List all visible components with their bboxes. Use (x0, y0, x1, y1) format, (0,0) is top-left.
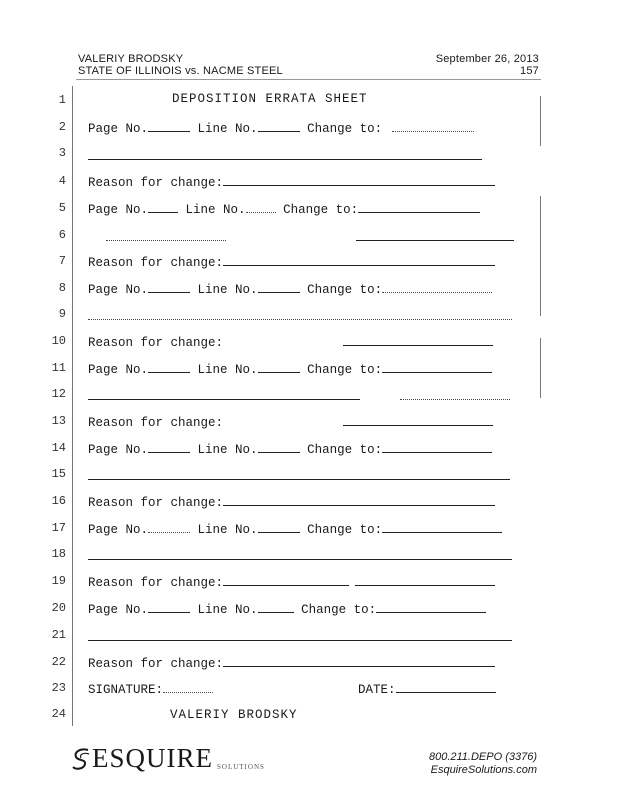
right-margin-line-top (540, 96, 541, 146)
blank-line[interactable] (106, 229, 226, 241)
blank-line[interactable] (360, 148, 482, 160)
line-number: 2 (58, 120, 66, 134)
line-number: 6 (58, 228, 66, 242)
change-to-blank[interactable] (382, 521, 502, 533)
line-no-blank[interactable] (258, 120, 300, 132)
reason-label: Reason for change: (88, 256, 224, 270)
line-number: 17 (51, 521, 66, 535)
change-continuation-row (88, 228, 514, 246)
change-to-label: Change to: (307, 283, 383, 297)
line-number: 18 (51, 547, 66, 561)
page-no-label: Page No. (88, 203, 149, 217)
change-to-blank[interactable] (392, 120, 474, 132)
line-no-blank[interactable] (246, 201, 276, 213)
line-number: 9 (58, 307, 66, 321)
page-no-label: Page No. (88, 443, 149, 457)
line-number: 10 (51, 334, 66, 348)
reason-blank[interactable] (223, 655, 495, 667)
change-to-label: Change to: (307, 523, 383, 537)
page-header-right (436, 53, 539, 77)
line-number: 3 (58, 146, 66, 160)
change-continuation-row (88, 307, 512, 325)
reason-label: Reason for change: (88, 336, 224, 350)
blank-line[interactable] (356, 229, 514, 241)
change-continuation-row (88, 147, 482, 165)
phone-number: 800.211.DEPO (3376) (428, 751, 537, 763)
line-number: 8 (58, 281, 66, 295)
line-number: 14 (51, 441, 66, 455)
change-to-blank[interactable] (358, 201, 480, 213)
reason-row (88, 494, 495, 510)
change-to-label: Change to: (307, 122, 383, 136)
line-number: 12 (51, 387, 66, 401)
right-margin-line-mid (540, 196, 541, 316)
blank-line[interactable] (88, 388, 360, 400)
reason-blank[interactable] (223, 574, 349, 586)
line-no-label: Line No. (197, 283, 258, 297)
change-entry-row (88, 441, 492, 457)
reason-row (88, 655, 495, 671)
reason-blank[interactable] (223, 254, 495, 266)
line-number: 21 (51, 628, 66, 642)
reason-row (88, 174, 495, 190)
reason-blank[interactable] (223, 494, 495, 506)
line-number: 20 (51, 601, 66, 615)
blank-line[interactable] (360, 468, 510, 480)
line-number: 24 (51, 707, 66, 721)
line-number: 13 (51, 414, 66, 428)
change-entry-row (88, 201, 480, 217)
change-entry-row (88, 361, 492, 377)
reason-row (88, 254, 495, 270)
line-no-blank[interactable] (258, 521, 300, 533)
line-no-label: Line No. (197, 122, 258, 136)
page-no-blank[interactable] (148, 201, 178, 213)
reason-label: Reason for change: (88, 657, 224, 671)
line-no-blank[interactable] (258, 281, 300, 293)
change-to-label: Change to: (301, 603, 377, 617)
line-number: 15 (51, 467, 66, 481)
line-no-blank[interactable] (258, 441, 300, 453)
logo-tagline: SOLUTIONS (217, 762, 265, 771)
page-no-blank[interactable] (148, 601, 190, 613)
page-no-label: Page No. (88, 283, 149, 297)
reason-blank[interactable] (343, 334, 493, 346)
page-no-blank[interactable] (148, 120, 190, 132)
witness-name: VALERIY BRODSKY (78, 53, 184, 65)
line-no-blank[interactable] (258, 361, 300, 373)
line-number: 7 (58, 254, 66, 268)
change-entry-row (88, 120, 474, 136)
page-no-blank[interactable] (148, 281, 190, 293)
page-no-label: Page No. (88, 122, 149, 136)
change-to-blank[interactable] (382, 441, 492, 453)
date-label: DATE: (358, 683, 396, 697)
change-entry-row (88, 281, 492, 297)
blank-line[interactable] (88, 148, 360, 160)
reason-label: Reason for change: (88, 576, 224, 590)
reason-blank[interactable] (223, 174, 495, 186)
line-number: 19 (51, 574, 66, 588)
blank-line[interactable] (88, 308, 512, 320)
blank-line[interactable] (88, 548, 512, 560)
reason-label: Reason for change: (88, 416, 224, 430)
signature-label: SIGNATURE: (88, 683, 164, 697)
blank-line[interactable] (400, 388, 510, 400)
signature-row (88, 681, 496, 697)
page-no-blank[interactable] (148, 361, 190, 373)
page-no-label: Page No. (88, 363, 149, 377)
signer-name: VALERIY BRODSKY (170, 708, 298, 722)
page-no-blank[interactable] (148, 521, 190, 533)
line-number: 4 (58, 174, 66, 188)
change-entry-row (88, 521, 502, 537)
left-margin-line (72, 86, 73, 726)
page-no-label: Page No. (88, 603, 149, 617)
line-number: 23 (51, 681, 66, 695)
line-no-label: Line No. (197, 363, 258, 377)
page-no-blank[interactable] (148, 441, 190, 453)
case-title: STATE OF ILLINOIS vs. NACME STEEL (78, 65, 283, 77)
change-continuation-row (88, 628, 512, 646)
header-rule (76, 79, 541, 80)
line-no-label: Line No. (197, 523, 258, 537)
line-number: 1 (58, 93, 66, 107)
line-number: 11 (51, 361, 66, 375)
date-blank[interactable] (396, 681, 496, 693)
reason-row (88, 334, 493, 350)
change-to-blank[interactable] (382, 281, 492, 293)
change-continuation-row (88, 387, 510, 405)
errata-sheet-title: DEPOSITION ERRATA SHEET (172, 92, 368, 106)
reason-blank[interactable] (355, 574, 495, 586)
change-to-label: Change to: (283, 203, 359, 217)
reason-row (88, 414, 493, 430)
signature-blank[interactable] (163, 681, 213, 693)
change-to-blank[interactable] (376, 601, 486, 613)
line-no-label: Line No. (197, 603, 258, 617)
change-continuation-row (88, 467, 510, 485)
reason-label: Reason for change: (88, 496, 224, 510)
reason-blank[interactable] (343, 414, 493, 426)
website-link[interactable]: EsquireSolutions.com (430, 764, 537, 776)
change-to-label: Change to: (307, 443, 383, 457)
change-continuation-row (88, 547, 512, 565)
blank-line[interactable] (88, 629, 512, 641)
case-header (78, 53, 283, 77)
line-no-blank[interactable] (258, 601, 294, 613)
page-number: 157 (520, 65, 539, 77)
logo-wordmark: ESQUIRE (92, 743, 213, 773)
deposition-date: September 26, 2013 (435, 53, 539, 65)
swirl-logo-icon (70, 746, 92, 772)
line-number: 22 (51, 655, 66, 669)
contact-info (429, 751, 537, 777)
reason-label: Reason for change: (88, 176, 224, 190)
line-number: 5 (58, 201, 66, 215)
change-to-label: Change to: (307, 363, 383, 377)
change-to-blank[interactable] (382, 361, 492, 373)
reason-row (88, 574, 495, 590)
right-margin-line-low (540, 338, 541, 398)
esquire-logo (70, 743, 265, 774)
line-number: 16 (51, 494, 66, 508)
line-no-label: Line No. (185, 203, 246, 217)
line-no-label: Line No. (197, 443, 258, 457)
blank-line[interactable] (88, 468, 360, 480)
change-entry-row (88, 601, 486, 617)
page-no-label: Page No. (88, 523, 149, 537)
